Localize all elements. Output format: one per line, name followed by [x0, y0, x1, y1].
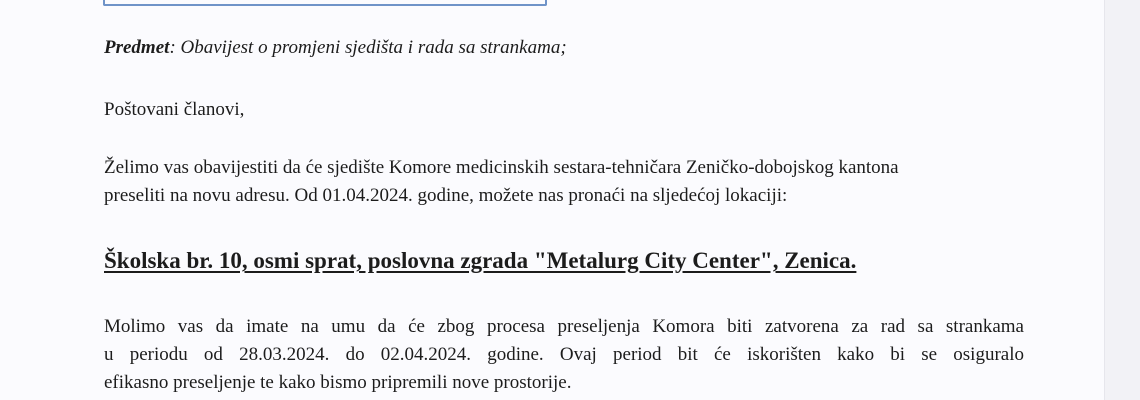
- paragraph-closure: [104, 313, 1024, 397]
- new-address: Školska br. 10, osmi sprat, poslovna zgrada "Metalurg City Center", Zenica.: [104, 248, 857, 273]
- subject-line: [104, 36, 567, 60]
- paragraph-line: efikasno preseljenje te kako bismo pripremili nove prostorije.: [104, 372, 572, 393]
- subject-text: : Obavijest o promjeni sjedišta i rada sa strankama;: [169, 37, 567, 58]
- paragraph-line: Želimo vas obavijestiti da će sjedište Komore medicinskih sestara-tehničara Zeničko-dobojskog kantona: [104, 157, 899, 178]
- subject-label: Predmet: [104, 37, 170, 58]
- paragraph-line: u periodu od 28.03.2024. do 02.04.2024. godine. Ovaj period bit će iskorišten kako bi se osiguralo: [104, 344, 1024, 365]
- paragraph-line: Molimo vas da imate na umu da će zbog procesa preseljenja Komora biti zatvorena za rad sa strankama: [104, 316, 1024, 337]
- paragraph-relocation: [104, 154, 899, 210]
- page-edge: [1104, 0, 1140, 400]
- header-box-frame: [103, 0, 547, 6]
- paragraph-line: preseliti na novu adresu. Od 01.04.2024. godine, možete nas pronaći na sljedećoj lokaciji:: [104, 185, 788, 206]
- greeting: Poštovani članovi,: [104, 99, 245, 120]
